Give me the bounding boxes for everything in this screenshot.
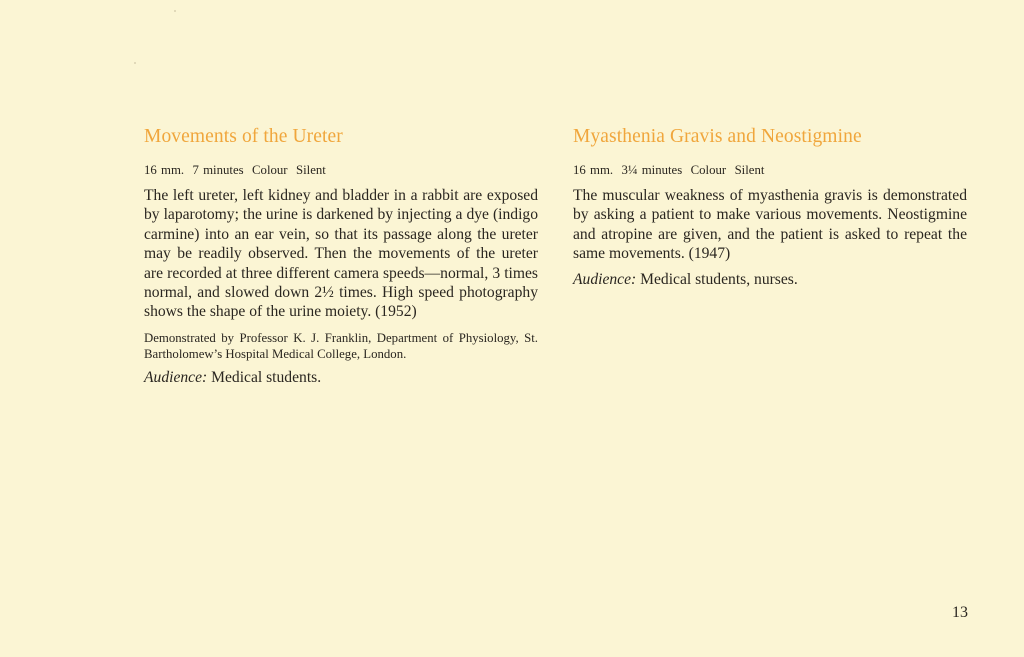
entry-ureter xyxy=(144,124,538,387)
page-number: 13 xyxy=(952,604,968,621)
paper-speck xyxy=(134,62,136,64)
entry-title: Movements of the Ureter xyxy=(144,126,343,147)
entry-meta: 16 mm. 7 minutes Colour Silent xyxy=(144,163,326,177)
entry-description: The muscular weakness of myasthenia gravis is demonstrated by asking a patient to make various movements. Neostigmine and atropine are given, and the patient is asked to repeat the same movements. (1947) xyxy=(573,187,967,263)
entry-meta: 16 mm. 3¼ minutes Colour Silent xyxy=(573,163,765,177)
audience-value: Medical students, nurses. xyxy=(640,270,798,288)
entry-myasthenia xyxy=(573,124,967,289)
entry-audience xyxy=(573,270,967,289)
paper-speck xyxy=(174,10,176,12)
audience-label: Audience: xyxy=(573,270,637,288)
audience-label: Audience: xyxy=(144,368,208,386)
entry-title: Myasthenia Gravis and Neostigmine xyxy=(573,126,862,147)
entry-description: The left ureter, left kidney and bladder in a rabbit are exposed by laparotomy; the urine is darkened by injecting a dye (indigo carmine) into an ear vein, so that its passage along the ureter may be readily observed. Then the movements of the ureter are recorded at three different camera speeds—normal, 3 times normal, and slowed down 2½ times. High speed photography shows the shape of the urine moiety. (1952) xyxy=(144,187,538,321)
entry-audience xyxy=(144,368,538,387)
audience-value: Medical students. xyxy=(211,368,322,386)
entry-credit: Demonstrated by Professor K. J. Franklin, Department of Physiology, St. Bartholomew’s Hospital Medical College, London. xyxy=(144,330,538,361)
